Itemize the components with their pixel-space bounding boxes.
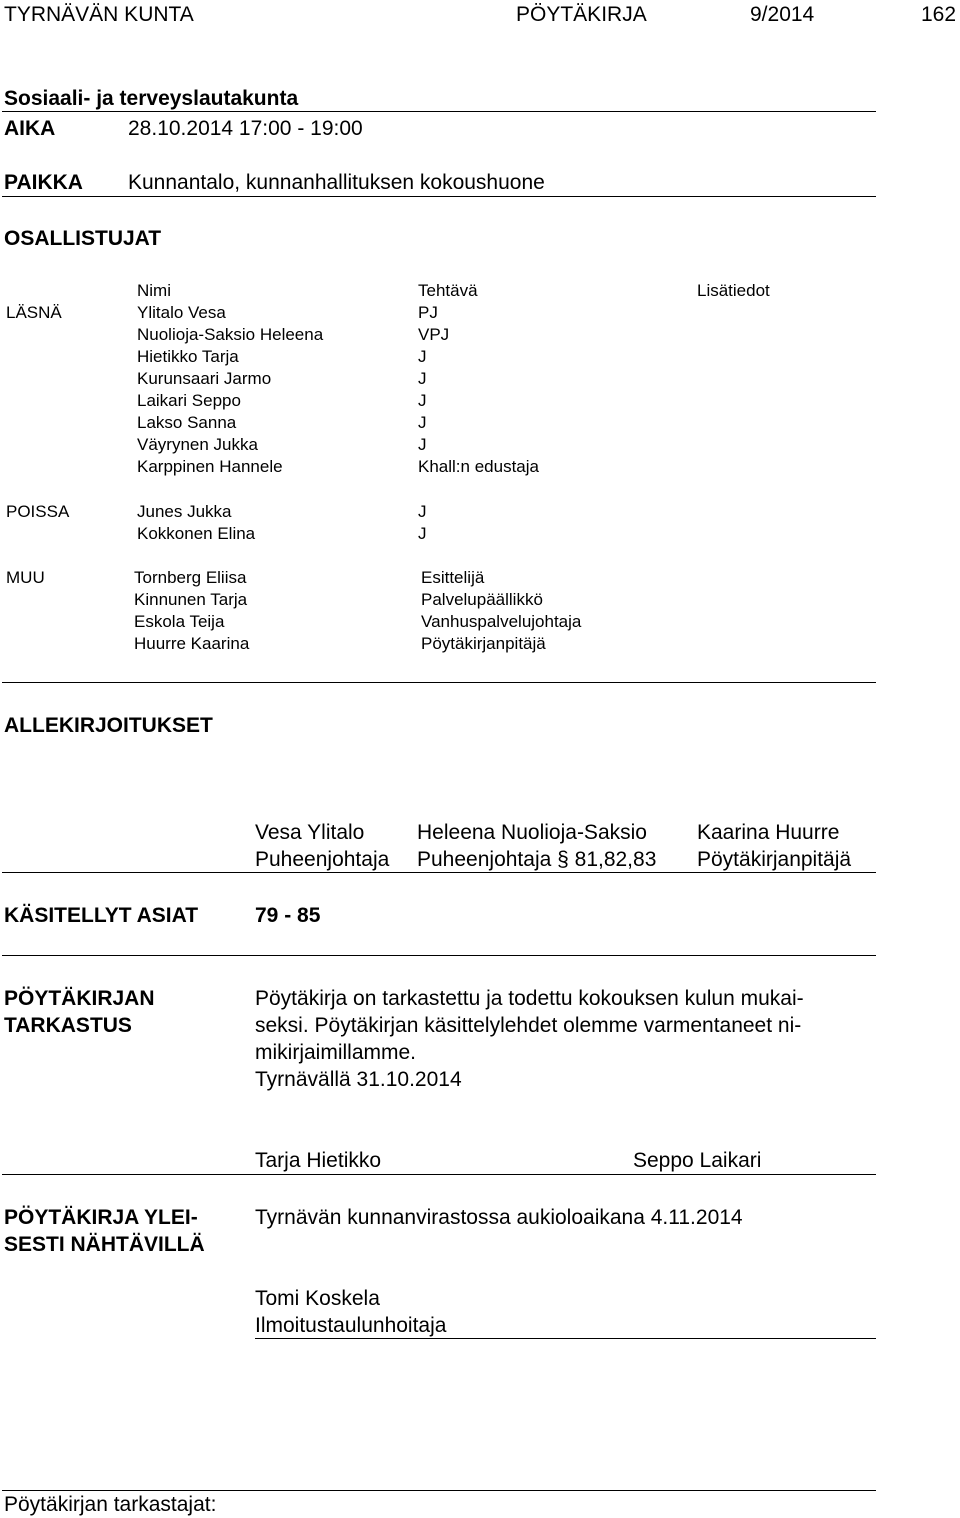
place-label: PAIKKA — [4, 171, 83, 194]
participant-role: J — [418, 435, 427, 454]
signer-role: Pöytäkirjanpitäjä — [697, 848, 852, 871]
participant-role: J — [418, 369, 427, 388]
divider — [2, 1174, 876, 1175]
participant-role: J — [418, 391, 427, 410]
participant-role: Pöytäkirjanpitäjä — [421, 634, 546, 653]
signatures-title: ALLEKIRJOITUKSET — [4, 714, 213, 737]
participant-role: VPJ — [418, 325, 450, 344]
review-label: PÖYTÄKIRJAN — [4, 987, 155, 1010]
participant-role: J — [418, 524, 427, 543]
time-label: AIKA — [4, 117, 56, 140]
signer-name: Heleena Nuolioja-Saksio — [417, 821, 647, 844]
participant-role: PJ — [418, 303, 438, 322]
signer-role: Puheenjohtaja § 81,82,83 — [417, 848, 657, 871]
participant-name: Karppinen Hannele — [137, 457, 283, 476]
participant-role: Khall:n edustaja — [418, 457, 539, 476]
document-type: PÖYTÄKIRJA — [516, 3, 647, 26]
divider — [2, 955, 876, 956]
participant-name: Kokkonen Elina — [137, 524, 256, 543]
committee-name: Sosiaali- ja terveyslautakunta — [4, 87, 299, 110]
municipality-name: TYRNÄVÄN KUNTA — [4, 3, 194, 26]
participant-name: Kinnunen Tarja — [134, 590, 248, 609]
participant-name: Kurunsaari Jarmo — [137, 369, 272, 388]
signer-role: Puheenjohtaja — [255, 848, 390, 871]
participant-name: Ylitalo Vesa — [137, 303, 226, 322]
other-names — [134, 567, 249, 655]
other-roles — [421, 567, 581, 655]
participant-role: J — [418, 413, 427, 432]
divider — [2, 682, 876, 683]
present-label: LÄSNÄ — [6, 303, 62, 322]
participant-name: Junes Jukka — [137, 502, 232, 521]
absent-roles — [418, 501, 427, 545]
divider — [2, 872, 876, 873]
review-text: seksi. Pöytäkirjan käsittelylehdet olemme varmentaneet ni- — [255, 1014, 802, 1037]
participant-role: J — [418, 347, 427, 366]
public-signer-role: Ilmoitustaulunhoitaja — [255, 1314, 447, 1337]
reviewers-footer-label: Pöytäkirjan tarkastajat: — [4, 1493, 217, 1516]
public-signer-name: Tomi Koskela — [255, 1287, 380, 1310]
participant-name: Eskola Teija — [134, 612, 225, 631]
page-number: 162 — [921, 3, 957, 26]
present-names — [137, 302, 323, 478]
public-label: SESTI NÄHTÄVILLÄ — [4, 1233, 205, 1256]
column-header-info: Lisätiedot — [697, 281, 770, 300]
items-label: KÄSITELLYT ASIAT — [4, 904, 199, 927]
divider — [2, 111, 876, 112]
signer-name: Vesa Ylitalo — [255, 821, 365, 844]
participant-role: Palvelupäällikkö — [421, 590, 543, 609]
participant-role: J — [418, 502, 427, 521]
column-header-role: Tehtävä — [418, 281, 478, 300]
time-value: 28.10.2014 17:00 - 19:00 — [128, 117, 363, 140]
issue-number: 9/2014 — [750, 3, 815, 26]
divider — [2, 1490, 876, 1491]
present-roles — [418, 302, 539, 478]
reviewer-name: Tarja Hietikko — [255, 1149, 382, 1172]
public-text: Tyrnävän kunnanvirastossa aukioloaikana 4.11.2014 — [255, 1206, 743, 1229]
public-label: PÖYTÄKIRJA YLEI- — [4, 1206, 198, 1229]
divider — [255, 1338, 876, 1339]
divider — [2, 196, 876, 197]
participant-role: Vanhuspalvelujohtaja — [421, 612, 582, 631]
reviewer-name: Seppo Laikari — [633, 1149, 762, 1172]
signer-name: Kaarina Huurre — [697, 821, 840, 844]
review-place-date: Tyrnävällä 31.10.2014 — [255, 1068, 462, 1091]
review-text: mikirjaimillamme. — [255, 1041, 416, 1064]
participant-name: Laikari Seppo — [137, 391, 241, 410]
items-value: 79 - 85 — [255, 904, 321, 927]
place-value: Kunnantalo, kunnanhallituksen kokoushuone — [128, 171, 545, 194]
participant-name: Nuolioja-Saksio Heleena — [137, 325, 324, 344]
participant-name: Tornberg Eliisa — [134, 568, 247, 587]
participant-name: Hietikko Tarja — [137, 347, 239, 366]
other-label: MUU — [6, 568, 45, 587]
participant-role: Esittelijä — [421, 568, 485, 587]
review-label: TARKASTUS — [4, 1014, 132, 1037]
absent-names — [137, 501, 255, 545]
participant-name: Huurre Kaarina — [134, 634, 250, 653]
participant-name: Väyrynen Jukka — [137, 435, 258, 454]
column-header-name: Nimi — [137, 281, 171, 300]
participants-title: OSALLISTUJAT — [4, 227, 162, 250]
participant-name: Lakso Sanna — [137, 413, 237, 432]
absent-label: POISSA — [6, 502, 70, 521]
review-text: Pöytäkirja on tarkastettu ja todettu kokouksen kulun mukai- — [255, 987, 804, 1010]
